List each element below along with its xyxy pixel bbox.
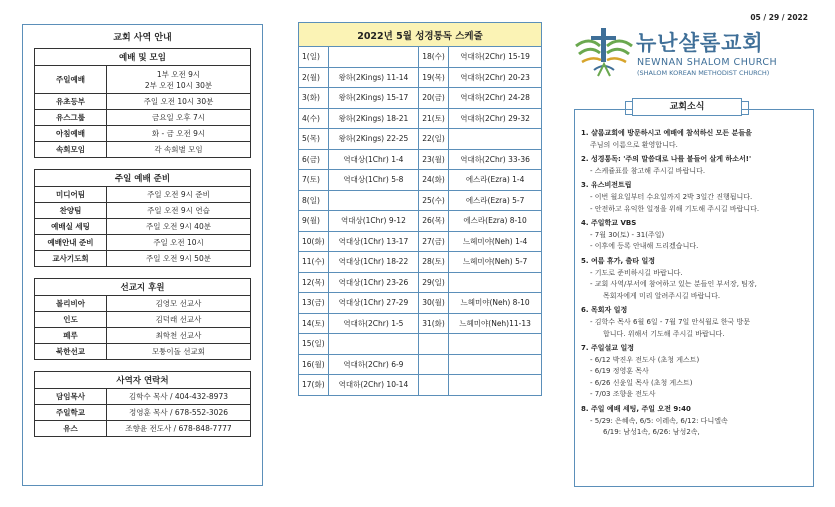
schedule-row [299,272,542,293]
schedule-reading: 에스라(Ezra) 1-4 [449,170,542,191]
row-value: 주일 오전 9시 50분 [107,251,251,267]
schedule-day: 3(화) [299,88,329,109]
schedule-row [299,354,542,375]
schedule-reading: 왕하(2Kings) 18-21 [328,108,419,129]
schedule-day: 7(토) [299,170,329,191]
schedule-day: 30(월) [419,293,449,314]
schedule-day: 10(화) [299,231,329,252]
schedule-reading: 역대상(1Chr) 5-8 [328,170,419,191]
news-item-heading: 3. 유스비전트립 [581,181,632,190]
schedule-reading: 역대하(2Chr) 1-5 [328,313,419,334]
worship-table [34,48,251,158]
church-logo [574,26,814,84]
schedule-day: 11(수) [299,252,329,273]
church-news-title: 교회소식 [632,98,742,116]
news-item-detail: 합니다. 위해서 기도해 주시길 바랍니다. [603,329,725,338]
news-item [581,404,807,439]
schedule-table [298,22,542,396]
row-value: 조향윤 전도사 / 678-848-7777 [107,421,251,437]
row-value: 최학천 선교사 [107,328,251,344]
news-item-detail: - 6/12 박진우 전도사 (초청 게스트) [590,355,700,364]
schedule-reading: 역대상(1Chr) 18-22 [328,252,419,273]
schedule-day: 6(금) [299,149,329,170]
schedule-day: 27(금) [419,231,449,252]
schedule-reading: 역대상(1Chr) 23-26 [328,272,419,293]
schedule-day: 17(화) [299,375,329,396]
service-prep-table [34,169,251,267]
schedule-day: 21(토) [419,108,449,129]
schedule-reading: 역대하(2Chr) 20-23 [449,67,542,88]
row-label: 아침예배 [35,126,107,142]
schedule-day: 9(월) [299,211,329,232]
row-value: 김학수 목사 / 404-432-8973 [107,389,251,405]
news-item-detail: - 7월 30(토) - 31(주일) [590,230,665,239]
schedule-day: 29(일) [419,272,449,293]
schedule-day: 4(수) [299,108,329,129]
news-item-detail: 주님의 이름으로 환영합니다. [590,140,678,149]
schedule-reading: 느헤미야(Neh) 8-10 [449,293,542,314]
staff-contacts-table [34,371,251,437]
row-value: 1부 오전 9시 2부 오전 10시 30분 [107,66,251,94]
row-label: 주일예배 [35,66,107,94]
service-prep-header: 주일 예배 준비 [35,170,251,187]
schedule-reading: 역대상(1Chr) 9-12 [328,211,419,232]
church-name-english: NEWNAN SHALOM CHURCH [637,57,778,68]
schedule-day [419,334,449,355]
row-value: 김영모 선교사 [107,296,251,312]
news-item-detail: - 5/29: 은혜속, 6/5: 이레속, 6/12: 다니엘속 [590,416,728,425]
news-item-heading: 8. 주일 예배 세팅, 주일 오전 9:40 [581,405,691,414]
row-value: 정영훈 목사 / 678-552-3026 [107,405,251,421]
schedule-reading: 역대하(2Chr) 33-36 [449,149,542,170]
news-item [581,256,807,302]
row-value: 주일 오전 9시 40분 [107,219,251,235]
mission-support-table [34,278,251,360]
schedule-reading: 역대하(2Chr) 29-32 [449,108,542,129]
schedule-reading: 역대하(2Chr) 6-9 [328,354,419,375]
schedule-row [299,211,542,232]
schedule-reading: 왕하(2Kings) 15-17 [328,88,419,109]
news-item-heading: 1. 샬롬교회에 방문하시고 예배에 참석하신 모든 분들을 [581,129,752,137]
worship-header: 예배 및 모임 [35,49,251,66]
schedule-reading: 느헤미야(Neh) 5-7 [449,252,542,273]
schedule-row [299,334,542,355]
schedule-day: 8(일) [299,190,329,211]
schedule-row [299,190,542,211]
news-item-heading: 2. 성경통독: '주의 말씀대로 나를 붙들어 살게 하소서!' [581,155,752,164]
schedule-reading: 왕하(2Kings) 11-14 [328,67,419,88]
schedule-reading [449,375,542,396]
news-item [581,305,807,340]
row-value: 주일 오전 10시 30분 [107,94,251,110]
row-label: 북한선교 [35,344,107,360]
row-value: 각 속회별 모임 [107,142,251,158]
news-item [581,154,807,177]
news-item-heading: 4. 주일학교 VBS [581,219,637,228]
schedule-day: 26(목) [419,211,449,232]
row-value: 모퉁이돌 선교회 [107,344,251,360]
schedule-row [299,313,542,334]
ministry-info-title: 교회 사역 안내 [113,33,172,43]
schedule-day [419,354,449,375]
news-item-heading: 6. 목회자 일정 [581,306,628,315]
schedule-reading [449,272,542,293]
row-label: 인도 [35,312,107,328]
row-label: 교사기도회 [35,251,107,267]
news-item-detail: - 7/03 조향윤 전도사 [590,390,656,399]
schedule-row [299,252,542,273]
church-name-english-sub: (SHALOM KOREAN METHODIST CHURCH) [637,69,770,77]
row-label: 담임목사 [35,389,107,405]
schedule-day: 16(월) [299,354,329,375]
schedule-day: 23(월) [419,149,449,170]
news-item-detail: - 스케쥴표를 참고해 주시길 바랍니다. [590,166,706,175]
schedule-reading [449,129,542,150]
schedule-reading: 에스라(Ezra) 8-10 [449,211,542,232]
schedule-reading [328,190,419,211]
schedule-row [299,170,542,191]
row-value: 주일 오전 9시 준비 [107,187,251,203]
row-label: 예배실 세팅 [35,219,107,235]
schedule-day: 24(화) [419,170,449,191]
schedule-day: 22(일) [419,129,449,150]
schedule-day: 18(수) [419,47,449,68]
news-item-detail: - 교회 사역/부서에 참여하고 있는 분들인 부서장, 팀장, [590,280,757,289]
row-label: 유스 [35,421,107,437]
news-item-detail: - 안전하고 유익한 일정을 위해 기도해 주시길 바랍니다. [590,204,760,213]
schedule-body [299,47,542,396]
schedule-reading: 역대상(1Chr) 27-29 [328,293,419,314]
schedule-row [299,129,542,150]
staff-contacts-header: 사역자 연락처 [35,372,251,389]
schedule-day: 20(금) [419,88,449,109]
schedule-row [299,375,542,396]
schedule-reading: 역대상(1Chr) 1-4 [328,149,419,170]
schedule-reading: 역대하(2Chr) 15-19 [449,47,542,68]
schedule-day [419,375,449,396]
row-value: 주일 오전 10시 [107,235,251,251]
schedule-reading [449,334,542,355]
schedule-reading: 에스라(Ezra) 5-7 [449,190,542,211]
schedule-title: 2022년 5월 성경통독 스케줄 [299,23,542,47]
row-value: 김덕래 선교사 [107,312,251,328]
schedule-day: 13(금) [299,293,329,314]
news-list [581,128,807,439]
schedule-reading [449,354,542,375]
schedule-reading: 왕하(2Kings) 22-25 [328,129,419,150]
row-label: 유스그룹 [35,110,107,126]
church-name-korean: 뉴난샬롬교회 [636,31,764,55]
row-label: 예배안내 준비 [35,235,107,251]
schedule-day: 1(일) [299,47,329,68]
mission-support-header: 선교지 후원 [35,279,251,296]
schedule-reading [328,334,419,355]
row-label: 찬양팀 [35,203,107,219]
schedule-day: 28(토) [419,252,449,273]
news-item-detail: - 김학수 목사 6월 6일 - 7월 7일 안식월로 한국 방문 [590,317,751,326]
ministry-info-panel [22,24,263,486]
schedule-reading: 느헤미야(Neh) 1-4 [449,231,542,252]
news-item-detail: - 이후에 등록 안내해 드리겠습니다. [590,242,699,251]
row-value: 화 - 금 오전 9시 [107,126,251,142]
schedule-day: 2(월) [299,67,329,88]
bulletin-date: 05 / 29 / 2022 [750,13,808,22]
schedule-reading: 역대상(1Chr) 13-17 [328,231,419,252]
schedule-day: 19(목) [419,67,449,88]
row-label: 속회모임 [35,142,107,158]
news-item-heading: 7. 주일설교 일정 [581,344,634,353]
news-item [581,218,807,253]
row-value: 주일 오전 9시 연습 [107,203,251,219]
schedule-day: 31(화) [419,313,449,334]
tree-cross-icon [574,26,634,84]
news-item-detail: - 이번 월요일부터 수요일까지 2박 3일간 진행됩니다. [590,192,753,201]
schedule-row [299,88,542,109]
bible-reading-schedule [298,22,542,412]
row-label: 미디어팀 [35,187,107,203]
schedule-day: 15(일) [299,334,329,355]
schedule-row [299,231,542,252]
schedule-reading: 역대하(2Chr) 24-28 [449,88,542,109]
news-item-detail: 6/19: 남성1속, 6/26: 남성2속, [603,428,700,437]
schedule-day: 14(토) [299,313,329,334]
news-item-detail: - 6/26 신윤일 목사 (초청 게스트) [590,378,693,387]
schedule-day: 12(목) [299,272,329,293]
schedule-row [299,47,542,68]
schedule-reading: 역대하(2Chr) 10-14 [328,375,419,396]
news-item [581,128,807,151]
schedule-row [299,149,542,170]
row-value: 금요일 오후 7시 [107,110,251,126]
news-item-heading: 5. 여름 휴가, 출타 일정 [581,256,656,265]
row-label: 유초등부 [35,94,107,110]
news-item-detail: - 6/19 정영훈 목사 [590,367,649,376]
news-item-detail: - 기도로 준비하시길 바랍니다. [590,268,683,277]
schedule-reading [328,47,419,68]
row-label: 볼리비아 [35,296,107,312]
news-item [581,343,807,401]
church-news-panel [574,109,814,487]
schedule-day: 5(목) [299,129,329,150]
news-item-detail: 목회자에게 미리 알려주시길 바랍니다. [603,291,721,300]
schedule-reading: 느헤미야(Neh)11-13 [449,313,542,334]
row-label: 페루 [35,328,107,344]
schedule-row [299,108,542,129]
row-label: 주일학교 [35,405,107,421]
news-item [581,180,807,215]
schedule-row [299,67,542,88]
schedule-day: 25(수) [419,190,449,211]
schedule-row [299,293,542,314]
